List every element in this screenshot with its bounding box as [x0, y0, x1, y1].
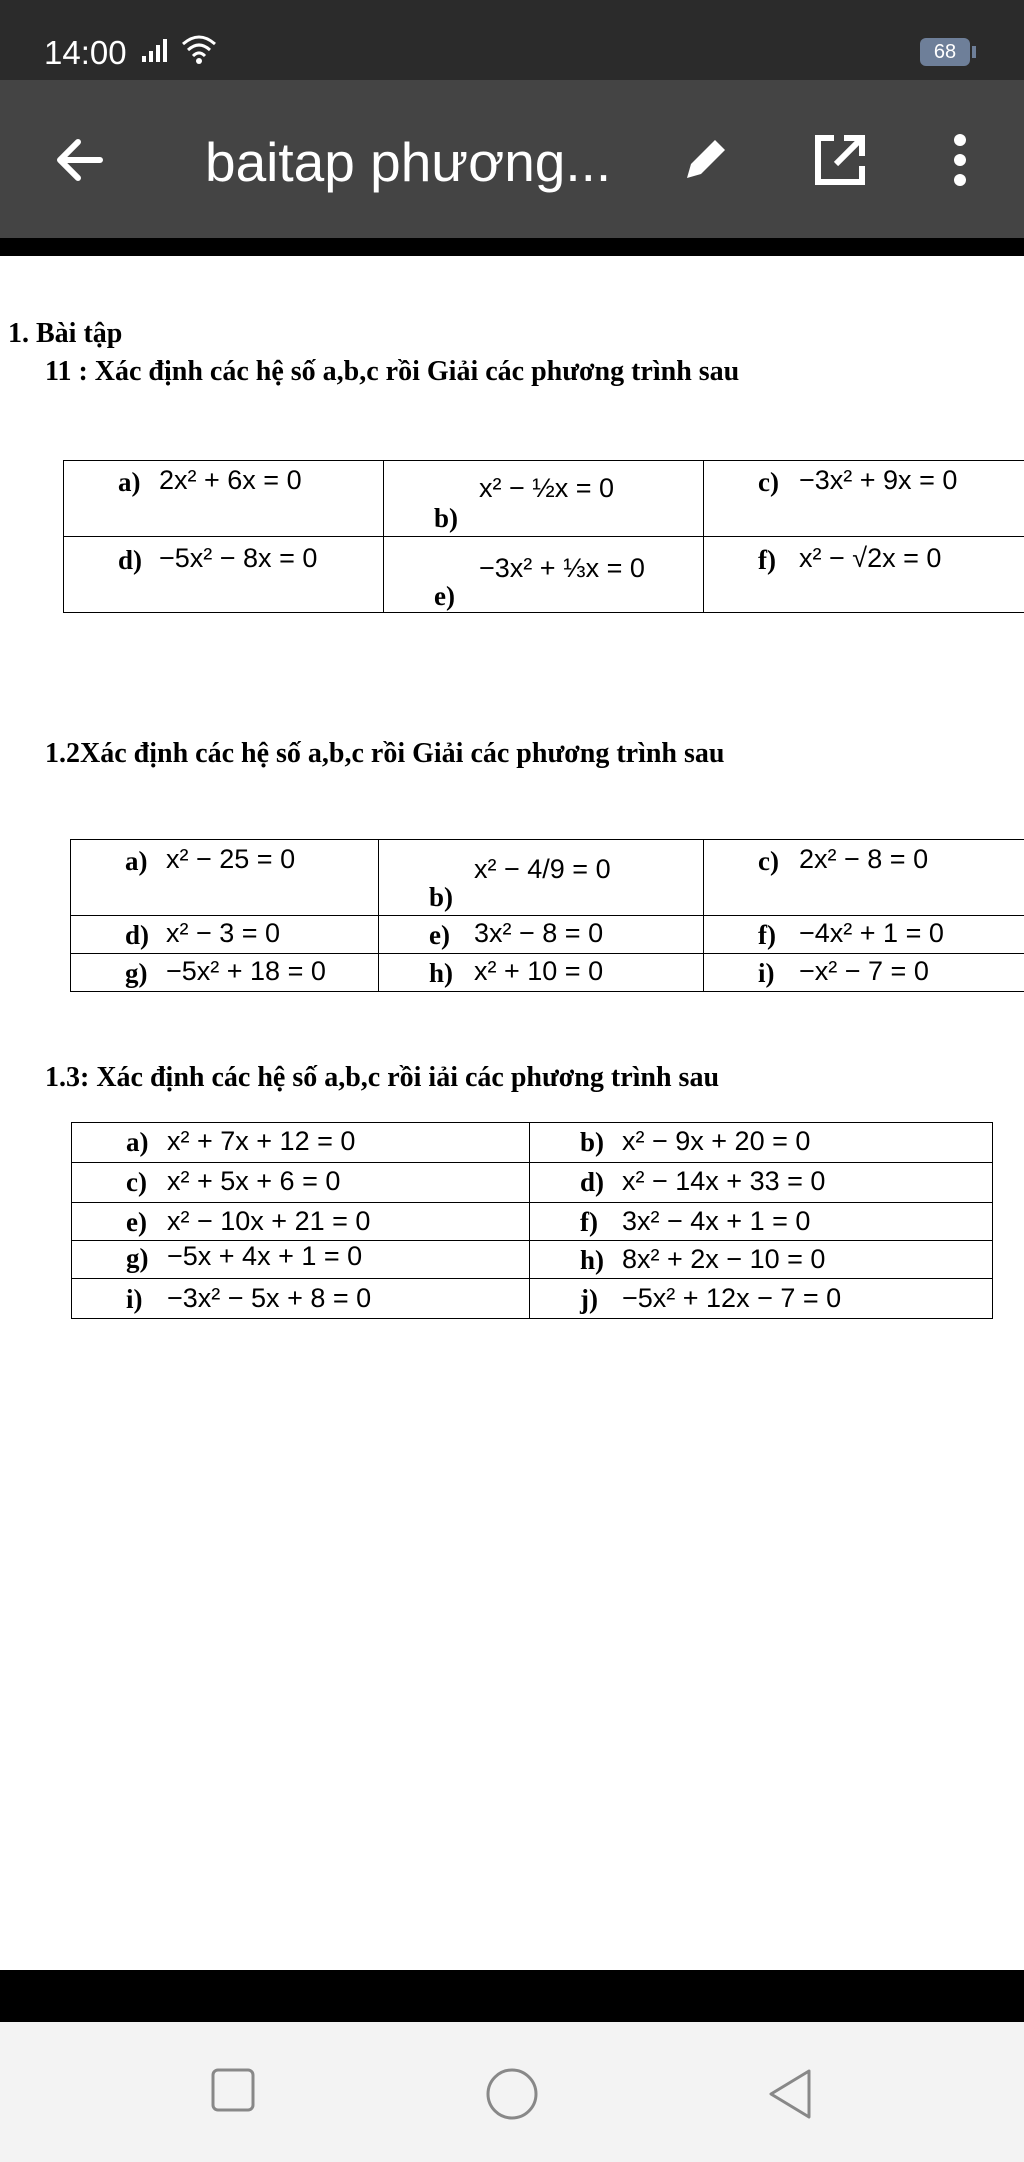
- edit-pencil-icon[interactable]: [675, 130, 735, 190]
- bottom-black-strip: [0, 1970, 1024, 2022]
- equation-cell: h) x² + 10 = 0: [379, 954, 704, 992]
- app-bar: [0, 80, 1024, 238]
- back-nav-icon[interactable]: [765, 2067, 815, 2121]
- toolbar-shadow: [0, 238, 1024, 256]
- equation-cell: c) 2x² − 8 = 0: [704, 840, 1024, 916]
- equation-cell: i) −3x² − 5x + 8 = 0: [72, 1279, 530, 1319]
- home-icon[interactable]: [485, 2067, 539, 2121]
- equation-cell: c) x² + 5x + 6 = 0: [72, 1163, 530, 1203]
- equation-cell: i) −x² − 7 = 0: [704, 954, 1024, 992]
- signal-icon: [140, 36, 174, 64]
- back-arrow-icon[interactable]: [50, 130, 110, 190]
- system-nav-bar: [0, 2022, 1024, 2162]
- exercise-1-2-title: 1.2Xác định các hệ số a,b,c rồi Giải các phương trình sau: [45, 738, 725, 769]
- equation-cell: e) x² − 10x + 21 = 0: [72, 1203, 530, 1241]
- document-title: baitap phương...: [205, 131, 612, 193]
- equation-cell: d) x² − 14x + 33 = 0: [530, 1163, 993, 1203]
- exercise-1-2-table: [70, 839, 1024, 992]
- recent-apps-icon[interactable]: [210, 2067, 256, 2113]
- equation-cell: b) x² − ½x = 0: [384, 461, 704, 537]
- equation-cell: b) x² − 9x + 20 = 0: [530, 1123, 993, 1163]
- battery-indicator: 68: [920, 38, 970, 66]
- exercise-1-1-table: [63, 460, 1024, 613]
- equation-cell: g) −5x + 4x + 1 = 0: [72, 1241, 530, 1279]
- equation-cell: a) 2x² + 6x = 0: [64, 461, 384, 537]
- equation-cell: j) −5x² + 12x − 7 = 0: [530, 1279, 993, 1319]
- equation-cell: e) 3x² − 8 = 0: [379, 916, 704, 954]
- equation-cell: f) x² − √2x = 0: [704, 537, 1024, 613]
- section-heading: 1. Bài tập: [8, 318, 123, 349]
- status-bar: [0, 0, 1024, 80]
- battery-tip: [972, 46, 976, 58]
- more-options-icon[interactable]: [930, 130, 990, 190]
- exercise-1-3-title: 1.3: Xác định các hệ số a,b,c rồi iải các phương trình sau: [45, 1062, 720, 1093]
- equation-cell: d) −5x² − 8x = 0: [64, 537, 384, 613]
- open-external-icon[interactable]: [810, 130, 870, 190]
- equation-cell: d) x² − 3 = 0: [71, 916, 379, 954]
- equation-cell: a) x² − 25 = 0: [71, 840, 379, 916]
- document-page: [0, 256, 1024, 1970]
- exercise-1-1-title: 11 : Xác định các hệ số a,b,c rồi Giải các phương trình sau: [45, 356, 740, 387]
- equation-cell: f) −4x² + 1 = 0: [704, 916, 1024, 954]
- equation-cell: a) x² + 7x + 12 = 0: [72, 1123, 530, 1163]
- equation-cell: f) 3x² − 4x + 1 = 0: [530, 1203, 993, 1241]
- equation-cell: e) −3x² + ⅓x = 0: [384, 537, 704, 613]
- equation-cell: h) 8x² + 2x − 10 = 0: [530, 1241, 993, 1279]
- exercise-1-3-table: [71, 1122, 993, 1319]
- equation-cell: g) −5x² + 18 = 0: [71, 954, 379, 992]
- equation-cell: c) −3x² + 9x = 0: [704, 461, 1024, 537]
- wifi-icon: [180, 32, 218, 66]
- equation-cell: b) x² − 4/9 = 0: [379, 840, 704, 916]
- clock: 14:00: [44, 34, 127, 71]
